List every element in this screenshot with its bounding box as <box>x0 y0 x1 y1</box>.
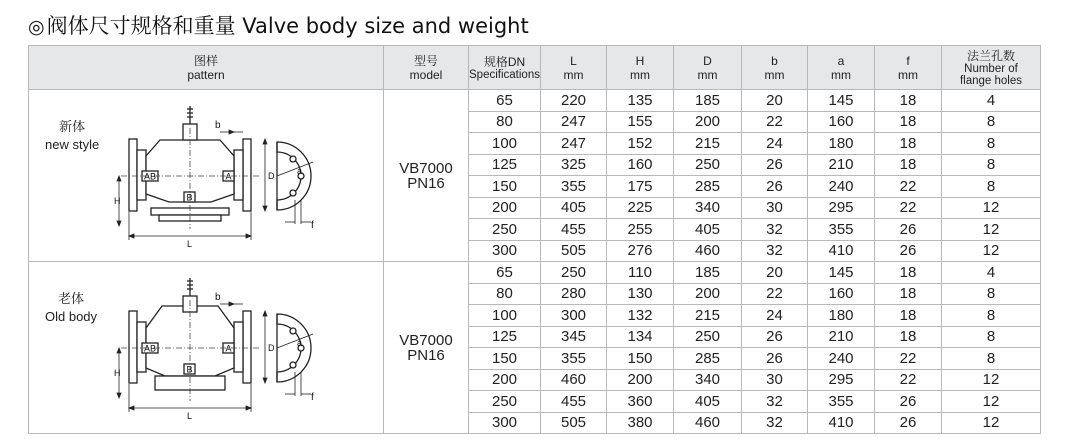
cell-f: 22 <box>875 176 942 198</box>
header-spec <box>469 46 541 90</box>
cell-f: 18 <box>875 90 942 112</box>
cell-f: 22 <box>875 369 942 391</box>
dim-a-label: a <box>297 337 303 348</box>
cell-holes: 12 <box>942 391 1041 413</box>
cell-b: 26 <box>742 176 808 198</box>
model-line-1: VB7000 <box>399 159 453 177</box>
valve-diagram <box>115 104 355 254</box>
header-a-unit: mm <box>831 67 851 82</box>
cell-a: 355 <box>808 219 875 241</box>
header-L-label: L <box>570 53 577 68</box>
model-line-2: PN16 <box>407 174 445 192</box>
header-H-label: H <box>635 53 645 68</box>
cell-D: 215 <box>674 305 742 327</box>
pattern-cell-1 <box>29 262 384 434</box>
cell-D: 215 <box>674 133 742 155</box>
port-a-label: A <box>225 343 232 353</box>
cell-spec: 150 <box>469 348 541 370</box>
pattern-label-en: new style <box>45 136 100 152</box>
table-row <box>29 90 1041 112</box>
port-a-label: A <box>225 171 232 181</box>
cell-holes: 8 <box>942 176 1041 198</box>
header-D-unit: mm <box>697 67 718 82</box>
pattern-label-cn: 老体 <box>58 290 85 306</box>
cell-spec: 125 <box>469 154 541 176</box>
cell-H: 134 <box>607 326 674 348</box>
header-L-unit: mm <box>563 67 584 82</box>
cell-b: 32 <box>742 240 808 262</box>
cell-L: 250 <box>541 262 607 284</box>
cell-holes: 4 <box>942 90 1041 112</box>
cell-holes: 12 <box>942 412 1041 434</box>
cell-H: 360 <box>607 391 674 413</box>
port-b-label: B <box>186 192 193 202</box>
cell-D: 340 <box>674 197 742 219</box>
cell-L: 247 <box>541 111 607 133</box>
cell-D: 185 <box>674 90 742 112</box>
cell-spec: 250 <box>469 391 541 413</box>
cell-H: 152 <box>607 133 674 155</box>
cell-H: 150 <box>607 348 674 370</box>
cell-a: 240 <box>808 348 875 370</box>
model-cell-0 <box>384 90 469 262</box>
table-body <box>29 90 1041 434</box>
cell-holes: 12 <box>942 369 1041 391</box>
cell-D: 250 <box>674 154 742 176</box>
cell-L: 455 <box>541 219 607 241</box>
cell-H: 380 <box>607 412 674 434</box>
cell-D: 200 <box>674 283 742 305</box>
cell-a: 410 <box>808 240 875 262</box>
cell-b: 22 <box>742 111 808 133</box>
header-f-unit: mm <box>898 67 918 82</box>
cell-spec: 100 <box>469 133 541 155</box>
cell-holes: 8 <box>942 154 1041 176</box>
cell-b: 24 <box>742 133 808 155</box>
dim-f-label: f <box>311 391 314 403</box>
cell-D: 285 <box>674 348 742 370</box>
cell-L: 505 <box>541 240 607 262</box>
port-ab-label: AB <box>143 171 157 181</box>
cell-D: 185 <box>674 262 742 284</box>
header-row <box>29 46 1041 90</box>
cell-b: 32 <box>742 412 808 434</box>
port-b-label: B <box>186 364 193 374</box>
cell-D: 250 <box>674 326 742 348</box>
cell-f: 18 <box>875 154 942 176</box>
model-cell-1 <box>384 262 469 434</box>
pattern-label-cn: 新体 <box>59 118 86 134</box>
cell-holes: 8 <box>942 133 1041 155</box>
cell-a: 180 <box>808 133 875 155</box>
cell-L: 300 <box>541 305 607 327</box>
header-b <box>742 46 808 90</box>
cell-a: 355 <box>808 391 875 413</box>
cell-b: 26 <box>742 348 808 370</box>
valve-diagram <box>115 276 355 426</box>
cell-a: 210 <box>808 326 875 348</box>
cell-a: 240 <box>808 176 875 198</box>
cell-D: 460 <box>674 240 742 262</box>
cell-spec: 125 <box>469 326 541 348</box>
cell-b: 30 <box>742 369 808 391</box>
cell-holes: 8 <box>942 111 1041 133</box>
dim-d-label: D <box>268 170 275 181</box>
header-b-label: b <box>771 53 778 68</box>
cell-L: 405 <box>541 197 607 219</box>
cell-D: 285 <box>674 176 742 198</box>
cell-b: 26 <box>742 326 808 348</box>
cell-holes: 12 <box>942 240 1041 262</box>
cell-f: 18 <box>875 262 942 284</box>
cell-b: 20 <box>742 90 808 112</box>
header-holes-cn: 法兰孔数 <box>966 48 1015 63</box>
pattern-label <box>45 290 97 326</box>
cell-spec: 80 <box>469 111 541 133</box>
dim-a-label: a <box>297 165 303 176</box>
header-f-label: f <box>906 53 910 68</box>
cell-b: 32 <box>742 391 808 413</box>
cell-b: 26 <box>742 154 808 176</box>
cell-holes: 8 <box>942 348 1041 370</box>
header-pattern <box>29 46 384 90</box>
page-title <box>28 12 529 40</box>
cell-a: 295 <box>808 369 875 391</box>
model-line-2: PN16 <box>407 346 445 364</box>
title-mark: ◎ <box>28 16 45 38</box>
title-text: 阀体尺寸规格和重量 Valve body size and weight <box>46 14 529 38</box>
cell-a: 410 <box>808 412 875 434</box>
cell-D: 340 <box>674 369 742 391</box>
cell-D: 405 <box>674 391 742 413</box>
cell-a: 295 <box>808 197 875 219</box>
header-a <box>808 46 875 90</box>
header-spec-en: Specifications <box>469 68 540 81</box>
header-spec-cn: 规格DN <box>483 54 526 69</box>
cell-f: 18 <box>875 305 942 327</box>
cell-L: 455 <box>541 391 607 413</box>
cell-H: 255 <box>607 219 674 241</box>
cell-D: 200 <box>674 111 742 133</box>
cell-L: 355 <box>541 348 607 370</box>
dim-h-label: H <box>114 195 121 206</box>
dim-h-label: H <box>114 367 121 378</box>
header-L <box>541 46 607 90</box>
cell-H: 132 <box>607 305 674 327</box>
cell-L: 505 <box>541 412 607 434</box>
header-D <box>674 46 742 90</box>
cell-holes: 8 <box>942 305 1041 327</box>
header-H <box>607 46 674 90</box>
cell-f: 22 <box>875 197 942 219</box>
cell-H: 225 <box>607 197 674 219</box>
cell-H: 110 <box>607 262 674 284</box>
header-model <box>384 46 469 90</box>
cell-spec: 300 <box>469 240 541 262</box>
cell-holes: 8 <box>942 326 1041 348</box>
table-row <box>29 262 1041 284</box>
cell-f: 18 <box>875 283 942 305</box>
cell-b: 22 <box>742 283 808 305</box>
cell-D: 405 <box>674 219 742 241</box>
cell-H: 276 <box>607 240 674 262</box>
cell-holes: 8 <box>942 283 1041 305</box>
model-line-1: VB7000 <box>399 331 453 349</box>
header-b-unit: mm <box>764 67 785 82</box>
dim-d-label: D <box>268 342 275 353</box>
cell-L: 460 <box>541 369 607 391</box>
cell-H: 135 <box>607 90 674 112</box>
header-holes-en1: Number of <box>964 62 1018 75</box>
cell-b: 20 <box>742 262 808 284</box>
header-pattern-cn: 图样 <box>193 53 218 68</box>
cell-f: 18 <box>875 133 942 155</box>
cell-b: 32 <box>742 219 808 241</box>
cell-a: 145 <box>808 262 875 284</box>
cell-f: 26 <box>875 219 942 241</box>
cell-spec: 250 <box>469 219 541 241</box>
header-D-label: D <box>703 53 712 68</box>
pattern-cell-0 <box>29 90 384 262</box>
dim-f-label: f <box>311 219 314 231</box>
cell-spec: 65 <box>469 262 541 284</box>
cell-L: 355 <box>541 176 607 198</box>
cell-f: 18 <box>875 326 942 348</box>
cell-spec: 300 <box>469 412 541 434</box>
header-H-unit: mm <box>630 67 650 82</box>
cell-a: 160 <box>808 111 875 133</box>
cell-spec: 200 <box>469 369 541 391</box>
cell-holes: 12 <box>942 197 1041 219</box>
cell-holes: 12 <box>942 219 1041 241</box>
cell-spec: 100 <box>469 305 541 327</box>
cell-L: 325 <box>541 154 607 176</box>
header-model-en: model <box>409 67 443 82</box>
cell-f: 26 <box>875 240 942 262</box>
cell-spec: 65 <box>469 90 541 112</box>
cell-b: 30 <box>742 197 808 219</box>
header-a-label: a <box>837 53 845 68</box>
cell-a: 145 <box>808 90 875 112</box>
cell-spec: 200 <box>469 197 541 219</box>
dim-l-label: L <box>187 238 193 249</box>
header-pattern-en: pattern <box>187 67 225 82</box>
cell-f: 22 <box>875 348 942 370</box>
cell-f: 26 <box>875 391 942 413</box>
header-f <box>875 46 942 90</box>
cell-H: 160 <box>607 154 674 176</box>
cell-spec: 150 <box>469 176 541 198</box>
dim-b-label: b <box>215 119 221 131</box>
cell-a: 210 <box>808 154 875 176</box>
cell-f: 18 <box>875 111 942 133</box>
cell-a: 160 <box>808 283 875 305</box>
pattern-label <box>45 118 99 154</box>
spec-table <box>28 45 1041 434</box>
cell-L: 345 <box>541 326 607 348</box>
cell-H: 200 <box>607 369 674 391</box>
cell-b: 24 <box>742 305 808 327</box>
port-ab-label: AB <box>143 343 157 353</box>
header-model-cn: 型号 <box>413 53 438 68</box>
cell-H: 175 <box>607 176 674 198</box>
cell-L: 280 <box>541 283 607 305</box>
cell-H: 155 <box>607 111 674 133</box>
header-holes-en2: flange holes <box>959 74 1023 87</box>
cell-H: 130 <box>607 283 674 305</box>
header-holes <box>942 46 1041 90</box>
cell-a: 180 <box>808 305 875 327</box>
dim-b-label: b <box>215 291 221 303</box>
dim-l-label: L <box>187 410 193 421</box>
cell-f: 26 <box>875 412 942 434</box>
cell-holes: 4 <box>942 262 1041 284</box>
cell-spec: 80 <box>469 283 541 305</box>
cell-D: 460 <box>674 412 742 434</box>
pattern-label-en: Old body <box>45 308 98 324</box>
cell-L: 247 <box>541 133 607 155</box>
cell-L: 220 <box>541 90 607 112</box>
